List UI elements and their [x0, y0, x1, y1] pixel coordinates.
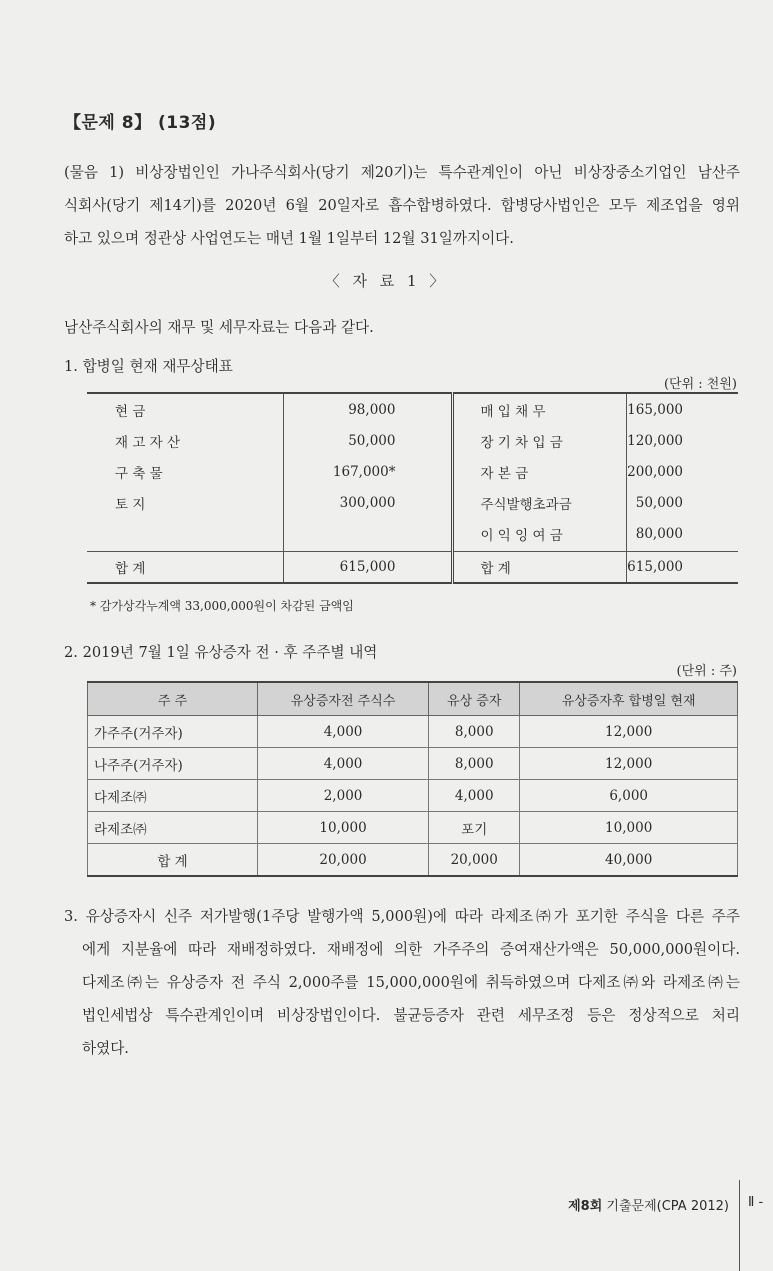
cell: 12,000 [520, 716, 738, 748]
column-header: 유상증자전 주식수 [258, 682, 429, 716]
table-row [88, 780, 738, 812]
cell: 8,000 [429, 716, 520, 748]
liability-value: 80,000 [627, 518, 738, 552]
cell: 4,000 [429, 780, 520, 812]
footer-chapter: 제8회 [568, 1199, 603, 1214]
problem-title: 【문제 8】 (13점) [64, 113, 217, 133]
column-header: 유상 증자 [429, 682, 520, 716]
asset-value: 50,000 [283, 425, 453, 456]
cell: 4,000 [258, 748, 429, 780]
table-row [88, 748, 738, 780]
asset-value: 300,000 [283, 487, 453, 518]
page-footer [568, 1195, 729, 1214]
table-row-total [87, 552, 738, 584]
table-row [87, 518, 738, 552]
table-row [88, 812, 738, 844]
question-line: 하고 있으며 정관상 사업연도는 매년 1월 1일부터 12월 31일까지이다. [64, 230, 514, 247]
liability-label: 자 본 금 [453, 456, 627, 487]
column-header: 유상증자후 합병일 현재 [520, 682, 738, 716]
cell: 2,000 [258, 780, 429, 812]
question-line: 식회사(당기 제14기)를 2020년 6월 20일자로 흡수합병하였다. 합병당사법인은 모두 제조업을 영위 [64, 197, 740, 214]
liability-value: 165,000 [627, 393, 738, 425]
footnote: * 감가상각누계액 33,000,000원이 차감된 금액임 [90, 599, 354, 613]
section1-unit: (단위 : 천원) [663, 377, 737, 392]
liability-label: 장 기 차 입 금 [453, 425, 627, 456]
section3-line: 3. 유상증자시 신주 저가발행(1주당 발행가액 5,000원)에 따라 라제조㈜가 포기한 주식을 다른 주주 [64, 908, 740, 925]
footer-text: 기출문제(CPA 2012) [606, 1199, 729, 1214]
cell: 10,000 [520, 812, 738, 844]
cell: 다제조㈜ [88, 780, 258, 812]
liability-label: 주식발행초과금 [453, 487, 627, 518]
cell: 8,000 [429, 748, 520, 780]
page-number: Ⅱ - [748, 1195, 764, 1210]
asset-value: 167,000* [283, 456, 453, 487]
table-row [87, 393, 738, 425]
total-right-value: 615,000 [627, 552, 738, 584]
cell: 나주주(거주자) [88, 748, 258, 780]
table-row [88, 716, 738, 748]
table-row [87, 456, 738, 487]
asset-label: 구 축 물 [115, 465, 163, 482]
cell: 합 계 [88, 844, 258, 877]
section2-unit: (단위 : 주) [676, 664, 737, 679]
intro-text: 남산주식회사의 재무 및 세무자료는 다음과 같다. [64, 319, 374, 336]
asset-label [87, 393, 283, 425]
cell: 12,000 [520, 748, 738, 780]
table-row-total [88, 844, 738, 877]
section3-line: 에게 지분율에 따라 재배정하였다. 재배정에 의한 가주주의 증여재산가액은 50,000,000원이다. [82, 941, 740, 958]
liability-label: 매 입 채 무 [453, 393, 627, 425]
material-title: 〈 자 료 1 〉 [324, 272, 449, 290]
cell: 4,000 [258, 716, 429, 748]
cell: 가주주(거주자) [88, 716, 258, 748]
cell: 10,000 [258, 812, 429, 844]
footer-divider [739, 1180, 740, 1271]
table-header-row [88, 682, 738, 716]
cell: 6,000 [520, 780, 738, 812]
asset-label: 재 고 자 산 [115, 434, 181, 451]
liability-label: 이 익 잉 여 금 [453, 518, 627, 552]
cell: 20,000 [258, 844, 429, 877]
question-line: (물음 1) 비상장법인인 가나주식회사(당기 제20기)는 특수관계인이 아닌 비상장중소기업인 남산주 [64, 164, 740, 181]
table-row [87, 487, 738, 518]
section3-line: 하였다. [82, 1040, 129, 1057]
cell: 40,000 [520, 844, 738, 877]
section2-title: 2. 2019년 7월 1일 유상증자 전 · 후 주주별 내역 [64, 644, 378, 661]
total-label: 합 계 [87, 552, 283, 584]
cell: 포기 [429, 812, 520, 844]
cell: 20,000 [429, 844, 520, 877]
liability-value: 200,000 [627, 456, 738, 487]
section3-line: 법인세법상 특수관계인이며 비상장법인이다. 불균등증자 관련 세무조정 등은 정상적으로 처리 [82, 1007, 740, 1024]
question-text [64, 156, 740, 255]
cell: 라제조㈜ [88, 812, 258, 844]
cell: 현 금 [115, 403, 146, 420]
asset-value: 98,000 [283, 393, 453, 425]
liability-value: 120,000 [627, 425, 738, 456]
total-label: 합 계 [453, 552, 627, 584]
balance-sheet-table [87, 392, 738, 584]
asset-label: 토 지 [115, 496, 146, 513]
asset-value [283, 518, 453, 552]
column-header: 주 주 [88, 682, 258, 716]
section1-title: 1. 합병일 현재 재무상태표 [64, 358, 233, 375]
section3-text [64, 900, 740, 1065]
shareholder-table [87, 681, 738, 877]
liability-value: 50,000 [627, 487, 738, 518]
section3-line: 다제조㈜는 유상증자 전 주식 2,000주를 15,000,000원에 취득하였으며 다제조㈜와 라제조㈜는 [82, 974, 740, 991]
asset-label [87, 518, 283, 552]
total-left-value: 615,000 [283, 552, 453, 584]
table-row [87, 425, 738, 456]
